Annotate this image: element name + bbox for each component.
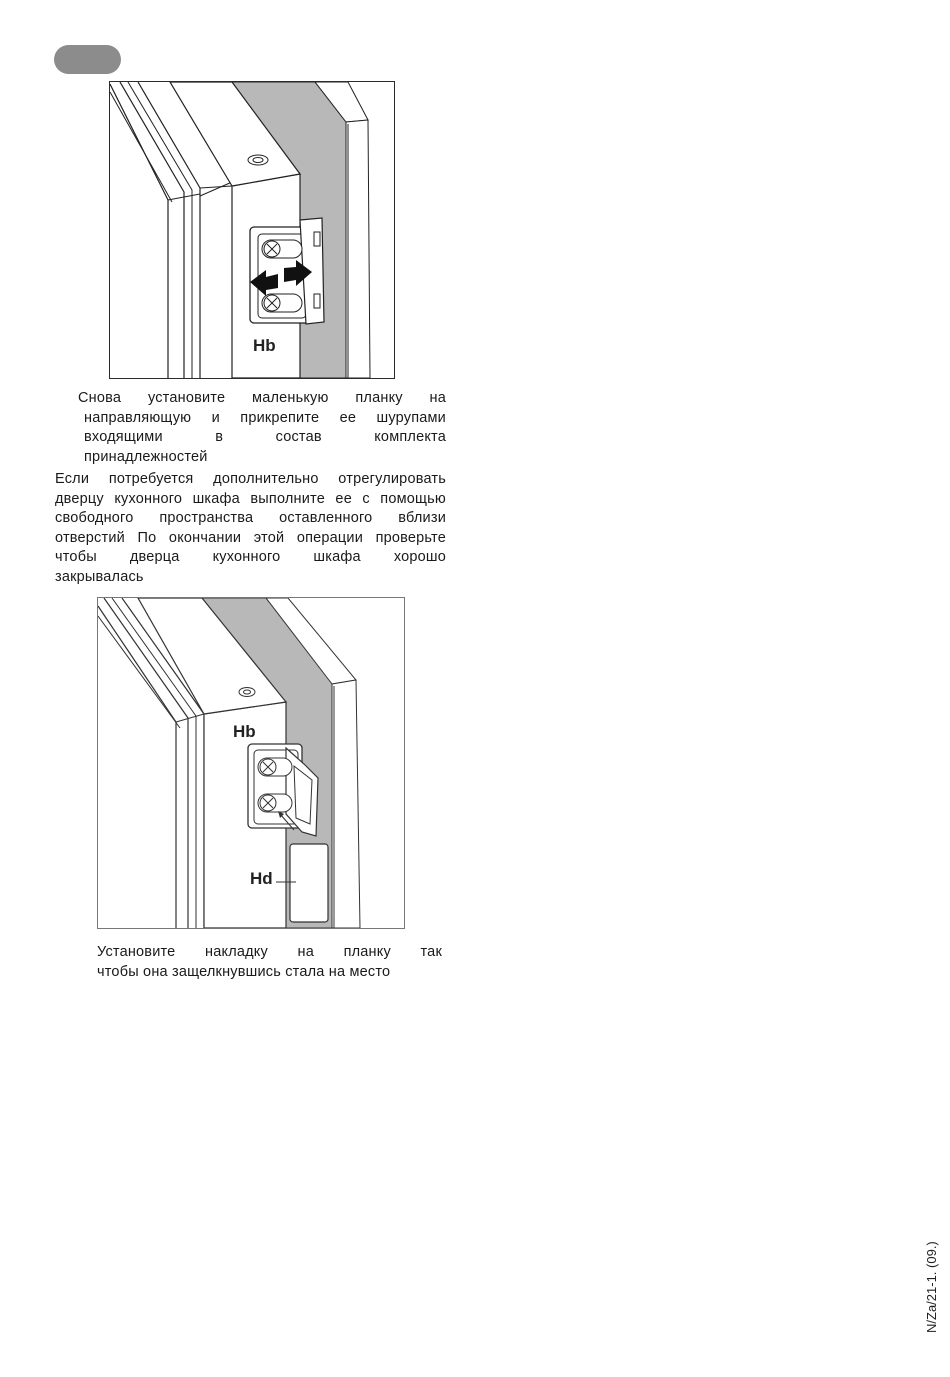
instruction-paragraph-2 <box>55 470 446 587</box>
figure-adjust-bracket-drawing <box>110 82 394 378</box>
paragraph-line: закрывалась <box>55 568 144 585</box>
figure-attach-cover <box>97 597 405 929</box>
paragraph-line: Установите накладку на планку так <box>97 944 442 960</box>
paragraph-line: чтобы она защелкнувшись стала на место <box>97 963 391 980</box>
paragraph-line: входящими в состав комплекта <box>84 429 446 445</box>
paragraph-line: свободного пространства оставленного вблизи <box>55 510 446 526</box>
paragraph-line: направляющую и прикрепите ее шурупами <box>84 409 446 426</box>
document-code: N/Za/21-1. (09.) <box>924 1241 939 1333</box>
figure-adjust-bracket <box>109 81 395 379</box>
paragraph-line: отверстий По окончании этой операции проверьте <box>55 529 446 546</box>
paragraph-line: Снова установите маленькую планку на <box>78 390 446 406</box>
paragraph-line: Если потребуется дополнительно отрегулировать <box>55 471 446 487</box>
figure2-label-hb: Hb <box>233 722 256 741</box>
paragraph-line: чтобы дверца кухонного шкафа хорошо <box>55 549 446 565</box>
paragraph-line: дверцу кухонного шкафа выполните ее с помощью <box>55 490 446 507</box>
figure2-label-hd: Hd <box>250 869 273 888</box>
paragraph-line: принадлежностей <box>84 448 208 465</box>
figure1-label-hb: Hb <box>253 336 276 355</box>
language-tab-marker <box>54 45 121 74</box>
instruction-paragraph-3 <box>97 943 442 982</box>
instruction-paragraph-1 <box>78 389 446 467</box>
